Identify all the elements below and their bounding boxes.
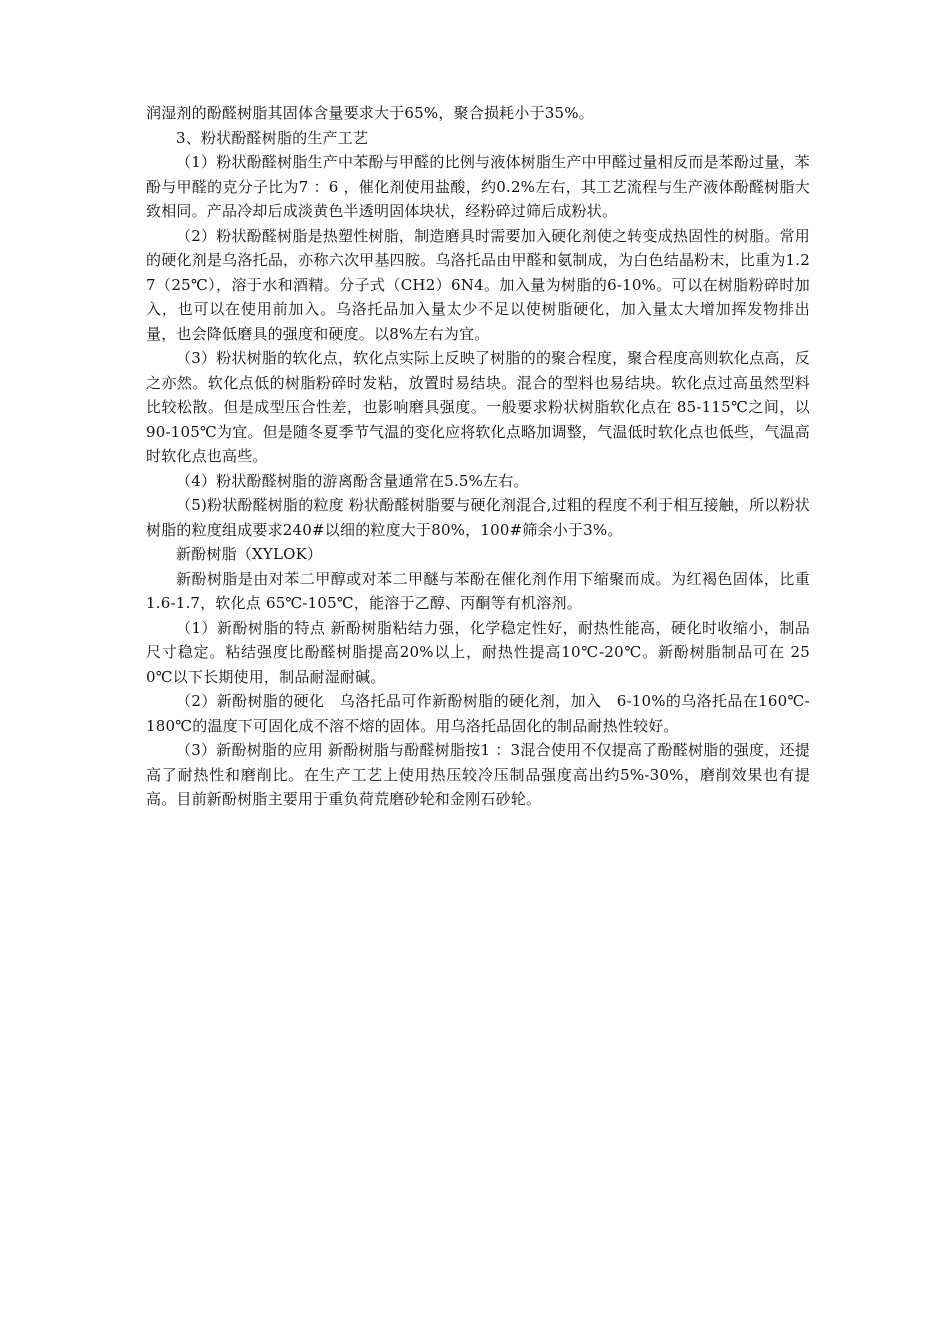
section-heading: 3、粉状酚醛树脂的生产工艺 [176, 128, 369, 147]
paragraph: （5)粉状酚醛树脂的粒度 粉状酚醛树脂要与硬化剂混合,过粗的程度不利于相互接触，所以粉状树脂的粒度组成要求240#以细的粒度大于80%，100#筛余小于3%。 [146, 496, 810, 539]
paragraph: （4）粉状酚醛树脂的游离酚含量通常在5.5%左右。 [176, 471, 529, 490]
document-body [146, 101, 810, 812]
paragraph: （2）新酚树脂的硬化 乌洛托品可作新酚树脂的硬化剂，加入 6-10%的乌洛托品在160℃-180℃的温度下可固化成不溶不熔的固体。用乌洛托品固化的制品耐热性较好。 [146, 692, 810, 735]
paragraph: （2）粉状酚醛树脂是热塑性树脂，制造磨具时需要加入硬化剂使之转变成热固性的树脂。常用的硬化剂是乌洛托品，亦称六次甲基四胺。乌洛托品由甲醛和氨制成，为白色结晶粉末，比重为1.27（25℃），溶于水和酒精。分子式（CH2）6N4。加入量为树脂的6-10%。可以在树脂粉碎时加入，也可以在使用前加入。乌洛托品加入量太少不足以使树脂硬化，加入量太大增加挥发物排出量，也会降低磨具的强度和硬度。以8%左右为宜。 [146, 226, 810, 343]
paragraph: （3）粉状树脂的软化点，软化点实际上反映了树脂的的聚合程度，聚合程度高则软化点高，反之亦然。软化点低的树脂粉碎时发粘，放置时易结块。混合的型料也易结块。软化点过高虽然型料比较松散。但是成型压合性差，也影响磨具强度。一般要求粉状树脂软化点在 85-115℃之间，以 90-105℃为宜。但是随冬夏季节气温的变化应将软化点略加调整，气温低时软化点也低些，气温高时软化点也高些。 [146, 349, 810, 465]
paragraph-continuation: 润湿剂的酚醛树脂其固体含量要求大于65%，聚合损耗小于35%。 [146, 104, 594, 122]
paragraph: 新酚树脂是由对苯二甲醇或对苯二甲醚与苯酚在催化剂作用下缩聚而成。为红褐色固体，比重 1.6-1.7，软化点 65℃-105℃，能溶于乙醇、丙酮等有机溶剂。 [146, 569, 810, 612]
subsection-heading: 新酚树脂（XYLOK） [176, 545, 323, 563]
paragraph: （1）新酚树脂的特点 新酚树脂粘结力强，化学稳定性好，耐热性能高，硬化时收缩小，制品尺寸稳定。粘结强度比酚醛树脂提高20%以上，耐热性提高10℃-20℃。新酚树脂制品可在 250℃以下长期使用，制品耐湿耐碱。 [146, 618, 810, 686]
paragraph: （3）新酚树脂的应用 新酚树脂与酚醛树脂按1 ：3混合使用不仅提高了酚醛树脂的强度，还提高了耐热性和磨削比。在生产工艺上使用热压较冷压制品强度高出约5%-30%，磨削效果也有提高。目前新酚树脂主要用于重负荷荒磨砂轮和金刚石砂轮。 [146, 741, 810, 808]
paragraph: （1）粉状酚醛树脂生产中苯酚与甲醛的比例与液体树脂生产中甲醛过量相反而是苯酚过量，苯酚与甲醛的克分子比为7 ：6 ，催化剂使用盐酸，约0.2%左右，其工艺流程与生产液体酚醛树脂大致相同。产品冷却后成淡黄色半透明固体块状，经粉碎过筛后成粉状。 [146, 153, 810, 220]
